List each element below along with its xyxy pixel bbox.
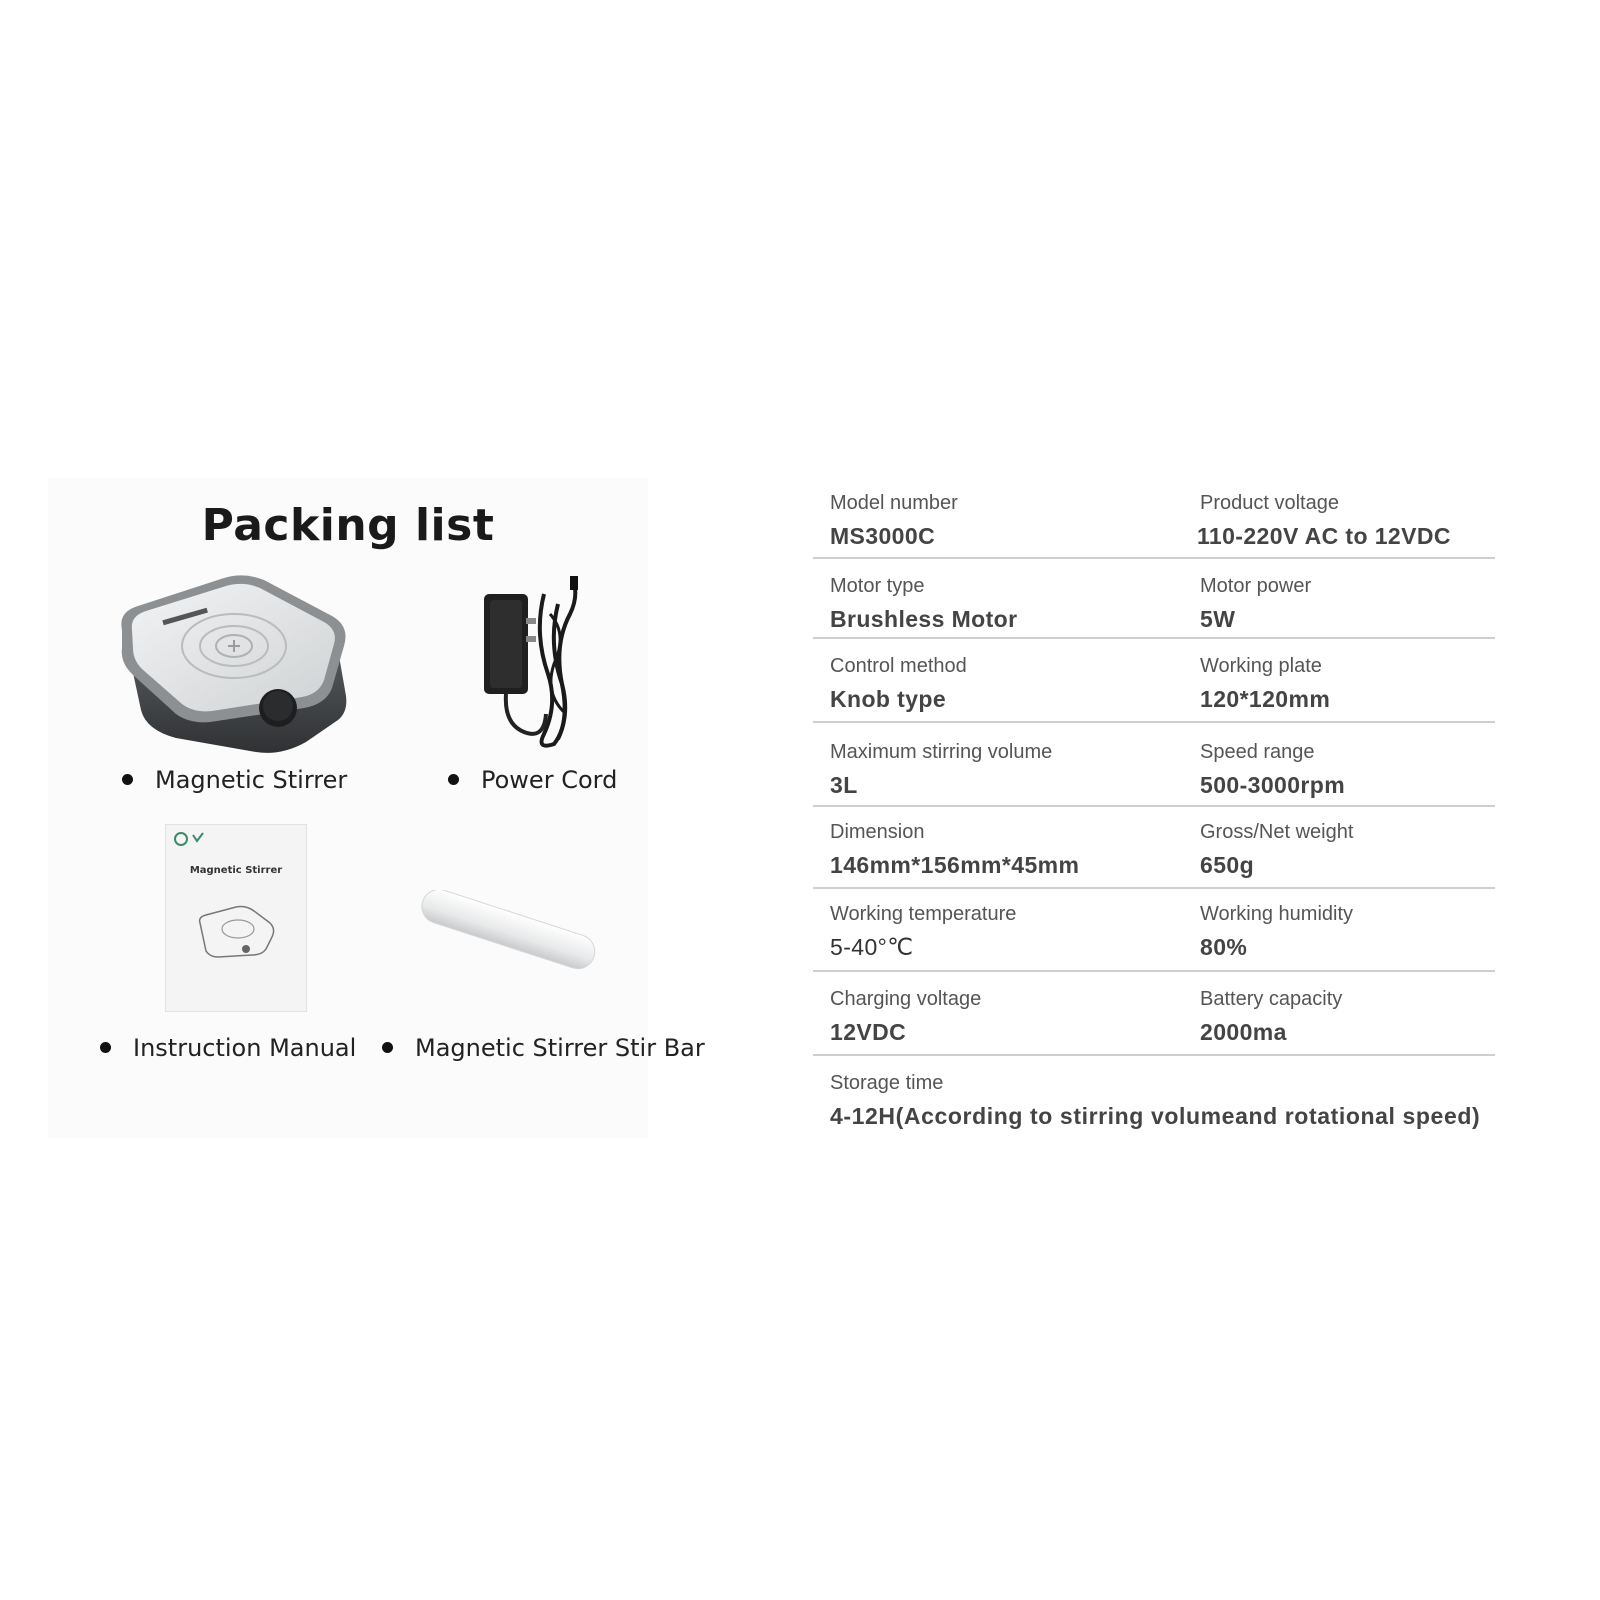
spec-value: 5W (1200, 606, 1236, 632)
spec-cell (830, 741, 1052, 799)
manual-cover-title: Magnetic Stirrer (189, 865, 283, 876)
spec-table (813, 492, 1495, 1136)
item-label: Power Cord (481, 766, 618, 794)
spec-label: Control method (830, 655, 967, 677)
bullet-icon (100, 1042, 111, 1053)
spec-cell (830, 988, 981, 1046)
spec-value: 110-220V AC to 12VDC (1197, 523, 1451, 549)
bullet-icon (122, 774, 133, 785)
spec-value: 650g (1200, 852, 1255, 878)
spec-cell (1200, 903, 1353, 961)
spec-value: 120*120mm (1200, 686, 1331, 712)
spec-value: 3L (830, 772, 858, 798)
spec-cell (830, 1072, 1480, 1130)
spec-cell (830, 492, 958, 550)
spec-label: Storage time (830, 1072, 944, 1094)
spec-value: MS3000C (830, 523, 936, 549)
bullet-icon (382, 1042, 393, 1053)
packing-list-title: Packing list (201, 500, 495, 551)
spec-cell (830, 655, 967, 713)
spec-value: 146mm*156mm*45mm (830, 852, 1080, 878)
spec-row (813, 807, 1495, 889)
power-cord-image (474, 574, 604, 754)
spec-label: Motor power (1200, 575, 1312, 597)
spec-cell (830, 575, 1017, 633)
spec-cell (1200, 655, 1330, 713)
stir-bar-image (408, 890, 608, 970)
spec-cell (1200, 821, 1353, 879)
magnetic-stirrer-image (106, 570, 356, 760)
spec-row (813, 723, 1495, 807)
spec-cell (1197, 492, 1451, 550)
spec-cell (830, 903, 1016, 961)
bullet-icon (448, 774, 459, 785)
spec-row (813, 559, 1495, 639)
spec-cell (1200, 988, 1342, 1046)
spec-label: Product voltage (1200, 492, 1339, 514)
spec-value: Brushless Motor (830, 606, 1018, 632)
spec-label: Charging voltage (830, 988, 982, 1010)
spec-row (813, 972, 1495, 1056)
spec-label: Speed range (1200, 741, 1315, 763)
spec-value: 500-3000rpm (1200, 772, 1346, 798)
spec-cell (1200, 741, 1345, 799)
spec-value: 2000ma (1200, 1019, 1287, 1045)
spec-label: Model number (830, 492, 958, 514)
spec-label: Maximum stirring volume (830, 741, 1053, 763)
spec-label: Battery capacity (1200, 988, 1343, 1010)
instruction-manual-image (165, 824, 307, 1012)
spec-value: 80% (1200, 934, 1248, 960)
spec-row (813, 889, 1495, 972)
spec-cell (830, 821, 1079, 879)
spec-value: 5-40°℃ (830, 934, 914, 960)
spec-label: Motor type (830, 575, 925, 597)
item-label: Magnetic Stirrer (155, 766, 348, 794)
spec-row (813, 1056, 1495, 1136)
spec-row (813, 492, 1495, 559)
spec-cell (1200, 575, 1311, 633)
spec-label: Working plate (1200, 655, 1322, 677)
spec-label: Gross/Net weight (1200, 821, 1354, 843)
spec-label: Dimension (830, 821, 925, 843)
spec-value: 4-12H(According to stirring volumeand rotational speed) (830, 1103, 1481, 1129)
spec-value: Knob type (830, 686, 947, 712)
item-label: Magnetic Stirrer Stir Bar (415, 1034, 705, 1062)
spec-label: Working temperature (830, 903, 1017, 925)
item-label: Instruction Manual (133, 1034, 357, 1062)
spec-row (813, 639, 1495, 723)
packing-list-panel (48, 478, 705, 1138)
spec-value: 12VDC (830, 1019, 907, 1045)
spec-label: Working humidity (1200, 903, 1354, 925)
